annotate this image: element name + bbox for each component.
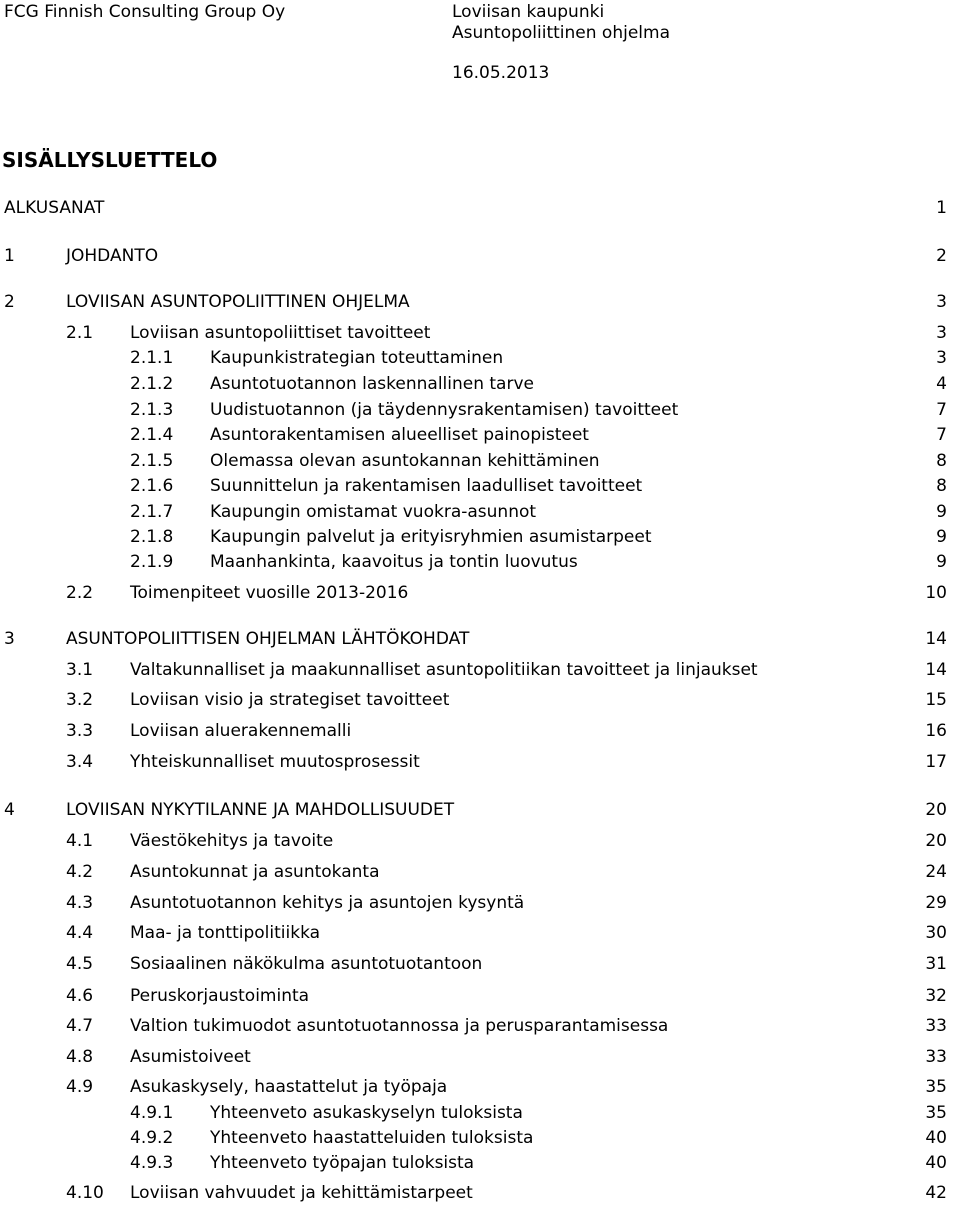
toc-entry-number: 3.3 (66, 721, 94, 741)
toc-entry-title: Toimenpiteet vuosille 2013-2016 (130, 583, 409, 603)
toc-entry[interactable] (0, 688, 960, 712)
toc-entry-page: 32 (925, 986, 947, 1006)
toc-entry[interactable] (0, 1181, 960, 1205)
toc-entry[interactable] (0, 1014, 960, 1038)
toc-entry-title: Asuntokunnat ja asuntokanta (130, 862, 380, 882)
toc-entry-number: 4.5 (66, 954, 94, 974)
toc-entry-number: 2.1.8 (130, 527, 174, 547)
toc-entry-title: Yhteenveto haastatteluiden tuloksista (210, 1128, 534, 1148)
toc-entry[interactable] (0, 474, 960, 498)
toc-entry[interactable] (0, 984, 960, 1008)
toc-entry-number: 4 (4, 800, 15, 820)
toc-entry-page: 8 (936, 476, 947, 496)
toc-entry-page: 30 (925, 923, 947, 943)
toc-entry-number: 2 (4, 292, 15, 312)
toc-entry-page: 42 (925, 1183, 947, 1203)
toc-entry-page: 9 (936, 527, 947, 547)
toc-entry-page: 3 (936, 348, 947, 368)
toc-entry-page: 2 (936, 246, 947, 266)
header-company: FCG Finnish Consulting Group Oy (4, 2, 286, 22)
toc-entry-number: 4.3 (66, 893, 94, 913)
toc-entry-number: 4.10 (66, 1183, 104, 1203)
toc-entry[interactable] (0, 627, 960, 651)
toc-entry-title: Kaupungin omistamat vuokra-asunnot (210, 502, 537, 522)
toc-entry-number: 3.1 (66, 660, 94, 680)
toc-entry[interactable] (0, 500, 960, 524)
toc-entry-page: 15 (925, 690, 947, 710)
toc-entry-number: 2.1.5 (130, 451, 174, 471)
toc-entry-number: 2.1.6 (130, 476, 174, 496)
toc-entry-title: Kaupunkistrategian toteuttaminen (210, 348, 504, 368)
toc-entry-title: Väestökehitys ja tavoite (130, 831, 334, 851)
toc-entry-page: 3 (936, 323, 947, 343)
toc-entry[interactable] (0, 398, 960, 422)
toc-entry-page: 40 (925, 1153, 947, 1173)
toc-entry-title: ASUNTOPOLIITTISEN OHJELMAN LÄHTÖKOHDAT (66, 629, 470, 649)
toc-entry[interactable] (0, 346, 960, 370)
header-date: 16.05.2013 (452, 63, 550, 83)
toc-entry[interactable] (0, 798, 960, 822)
toc-entry[interactable] (0, 196, 960, 220)
toc-entry-page: 29 (925, 893, 947, 913)
toc-entry[interactable] (0, 829, 960, 853)
toc-entry-title: Loviisan vahvuudet ja kehittämistarpeet (130, 1183, 473, 1203)
toc-entry-number: 3 (4, 629, 15, 649)
toc-entry-page: 24 (925, 862, 947, 882)
toc-entry[interactable] (0, 290, 960, 314)
toc-entry-title: Peruskorjaustoiminta (130, 986, 310, 1006)
toc-entry-title: Uudistuotannon (ja täydennysrakentamisen) tavoitteet (210, 400, 679, 420)
toc-entry-title: JOHDANTO (66, 246, 159, 266)
toc-entry-number: 1 (4, 246, 15, 266)
toc-entry-number: 3.4 (66, 752, 94, 772)
toc-entry-page: 14 (925, 660, 947, 680)
toc-entry[interactable] (0, 321, 960, 345)
toc-entry-page: 9 (936, 502, 947, 522)
toc-entry-title: Valtakunnalliset ja maakunnalliset asuntopolitiikan tavoitteet ja linjaukset (130, 660, 758, 680)
toc-entry[interactable] (0, 244, 960, 268)
toc-entry[interactable] (0, 372, 960, 396)
toc-entry[interactable] (0, 658, 960, 682)
toc-entry-number: 4.9 (66, 1077, 94, 1097)
toc-entry-number: 2.1.4 (130, 425, 174, 445)
toc-entry[interactable] (0, 921, 960, 945)
toc-entry-title: Maanhankinta, kaavoitus ja tontin luovutus (210, 552, 578, 572)
toc-entry-number: 4.8 (66, 1047, 94, 1067)
toc-entry-number: 4.7 (66, 1016, 94, 1036)
toc-entry-page: 20 (925, 831, 947, 851)
toc-entry-page: 33 (925, 1047, 947, 1067)
toc-entry-number: 4.1 (66, 831, 94, 851)
toc-entry-title: Asuntorakentamisen alueelliset painopisteet (210, 425, 589, 445)
toc-entry[interactable] (0, 860, 960, 884)
toc-entry-title: LOVIISAN ASUNTOPOLIITTINEN OHJELMA (66, 292, 410, 312)
toc-entry-page: 7 (936, 425, 947, 445)
toc-entry-page: 3 (936, 292, 947, 312)
toc-entry-title: Maa- ja tonttipolitiikka (130, 923, 321, 943)
toc-entry-number: 4.2 (66, 862, 94, 882)
toc-entry-page: 35 (925, 1103, 947, 1123)
toc-entry-number: 2.2 (66, 583, 94, 603)
toc-entry[interactable] (0, 581, 960, 605)
toc-entry-title: Yhteenveto asukaskyselyn tuloksista (210, 1103, 523, 1123)
toc-entry-title: Yhteiskunnalliset muutosprosessit (130, 752, 420, 772)
toc-entry-page: 40 (925, 1128, 947, 1148)
toc-entry[interactable] (0, 449, 960, 473)
toc-entry-number: 3.2 (66, 690, 94, 710)
toc-entry-page: 4 (936, 374, 947, 394)
toc-entry-title: Asukaskysely, haastattelut ja työpaja (130, 1077, 448, 1097)
toc-entry-number: 2.1.9 (130, 552, 174, 572)
toc-entry-page: 14 (925, 629, 947, 649)
toc-entry-page: 17 (925, 752, 947, 772)
toc-entry-title: Valtion tukimuodot asuntotuotannossa ja perusparantamisessa (130, 1016, 669, 1036)
toc-entry-number: 2.1.2 (130, 374, 174, 394)
toc-entry[interactable] (0, 891, 960, 915)
toc-entry-number: 2.1.7 (130, 502, 174, 522)
toc-heading: SISÄLLYSLUETTELO (2, 148, 218, 172)
toc-entry-page: 1 (936, 198, 947, 218)
toc-entry[interactable] (0, 550, 960, 574)
toc-entry[interactable] (0, 719, 960, 743)
toc-entry-number: 4.9.3 (130, 1153, 174, 1173)
toc-entry[interactable] (0, 1075, 960, 1099)
toc-entry-number: 4.9.2 (130, 1128, 174, 1148)
toc-entry[interactable] (0, 952, 960, 976)
toc-entry[interactable] (0, 1151, 960, 1175)
toc-entry-title: LOVIISAN NYKYTILANNE JA MAHDOLLISUUDET (66, 800, 455, 820)
toc-entry-number: 4.4 (66, 923, 94, 943)
toc-entry-page: 33 (925, 1016, 947, 1036)
toc-entry-page: 20 (925, 800, 947, 820)
toc-entry-page: 7 (936, 400, 947, 420)
toc-entry-title: Asumistoiveet (130, 1047, 251, 1067)
toc-entry[interactable] (0, 423, 960, 447)
toc-entry-title: Loviisan asuntopoliittiset tavoitteet (130, 323, 431, 343)
toc-entry-title: Yhteenveto työpajan tuloksista (210, 1153, 475, 1173)
toc-entry-title: Kaupungin palvelut ja erityisryhmien asumistarpeet (210, 527, 652, 547)
toc-entry[interactable] (0, 1101, 960, 1125)
toc-entry-title: Loviisan aluerakennemalli (130, 721, 352, 741)
toc-entry-page: 10 (925, 583, 947, 603)
toc-entry-number: 2.1.3 (130, 400, 174, 420)
toc-entry-page: 35 (925, 1077, 947, 1097)
header-document-title: Asuntopoliittinen ohjelma (452, 23, 670, 43)
toc-entry-number: 2.1 (66, 323, 94, 343)
toc-entry-number: 2.1.1 (130, 348, 174, 368)
toc-entry-page: 31 (925, 954, 947, 974)
toc-entry[interactable] (0, 750, 960, 774)
toc-entry-title: Asuntotuotannon laskennallinen tarve (210, 374, 534, 394)
toc-entry-title: Loviisan visio ja strategiset tavoitteet (130, 690, 450, 710)
toc-entry-page: 9 (936, 552, 947, 572)
toc-entry-number: ALKUSANAT (4, 198, 105, 218)
toc-entry-number: 4.9.1 (130, 1103, 174, 1123)
toc-entry-page: 8 (936, 451, 947, 471)
header-client: Loviisan kaupunki (452, 2, 605, 22)
toc-entry-page: 16 (925, 721, 947, 741)
toc-entry[interactable] (0, 1126, 960, 1150)
toc-entry-title: Suunnittelun ja rakentamisen laadulliset tavoitteet (210, 476, 643, 496)
toc-entry-title: Sosiaalinen näkökulma asuntotuotantoon (130, 954, 483, 974)
toc-entry-title: Olemassa olevan asuntokannan kehittäminen (210, 451, 600, 471)
toc-entry[interactable] (0, 1045, 960, 1069)
toc-entry[interactable] (0, 525, 960, 549)
toc-entry-number: 4.6 (66, 986, 94, 1006)
toc-entry-title: Asuntotuotannon kehitys ja asuntojen kysyntä (130, 893, 525, 913)
